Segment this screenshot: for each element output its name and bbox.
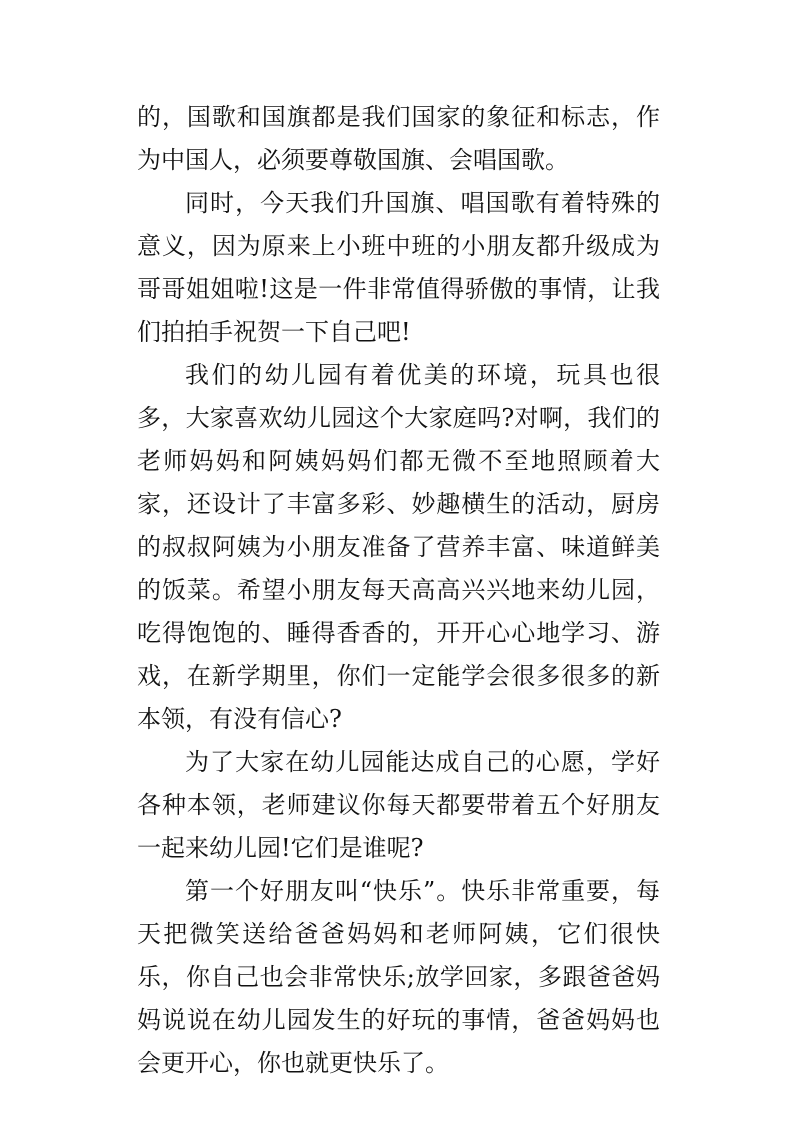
paragraph-continued: 的，国歌和国旗都是我们国家的象征和标志，作为中国人，必须要尊敬国旗、会唱国歌。 bbox=[137, 103, 660, 174]
document-body bbox=[137, 96, 660, 1085]
paragraph-national-day: 同时，今天我们升国旗、唱国歌有着特殊的意义，因为原来上小班中班的小朋友都升级成为哥哥姐姐啦!这是一件非常值得骄傲的事情，让我们拍拍手祝贺一下自己吧! bbox=[137, 189, 660, 346]
paragraph-five-friends: 为了大家在幼儿园能达成自己的心愿，学好各种本领，老师建议你每天都要带着五个好朋友一起来幼儿园!它们是谁呢? bbox=[137, 748, 660, 862]
paragraph-first-friend: 第一个好朋友叫“快乐”。快乐非常重要，每天把微笑送给爸爸妈妈和老师阿姨，它们很快乐，你自己也会非常快乐;放学回家，多跟爸爸妈妈说说在幼儿园发生的好玩的事情，爸爸妈妈也会更开心，你也就更快乐了。 bbox=[137, 877, 660, 1077]
paragraph-kindergarten: 我们的幼儿园有着优美的环境，玩具也很多，大家喜欢幼儿园这个大家庭吗?对啊，我们的老师妈妈和阿姨妈妈们都无微不至地照顾着大家，还设计了丰富多彩、妙趣横生的活动，厨房的叔叔阿姨为小朋友准备了营养丰富、味道鲜美的饭菜。希望小朋友每天高高兴兴地来幼儿园，吃得饱饱的、睡得香香的，开开心心地学习、游戏，在新学期里，你们一定能学会很多很多的新本领，有没有信心? bbox=[137, 361, 660, 733]
